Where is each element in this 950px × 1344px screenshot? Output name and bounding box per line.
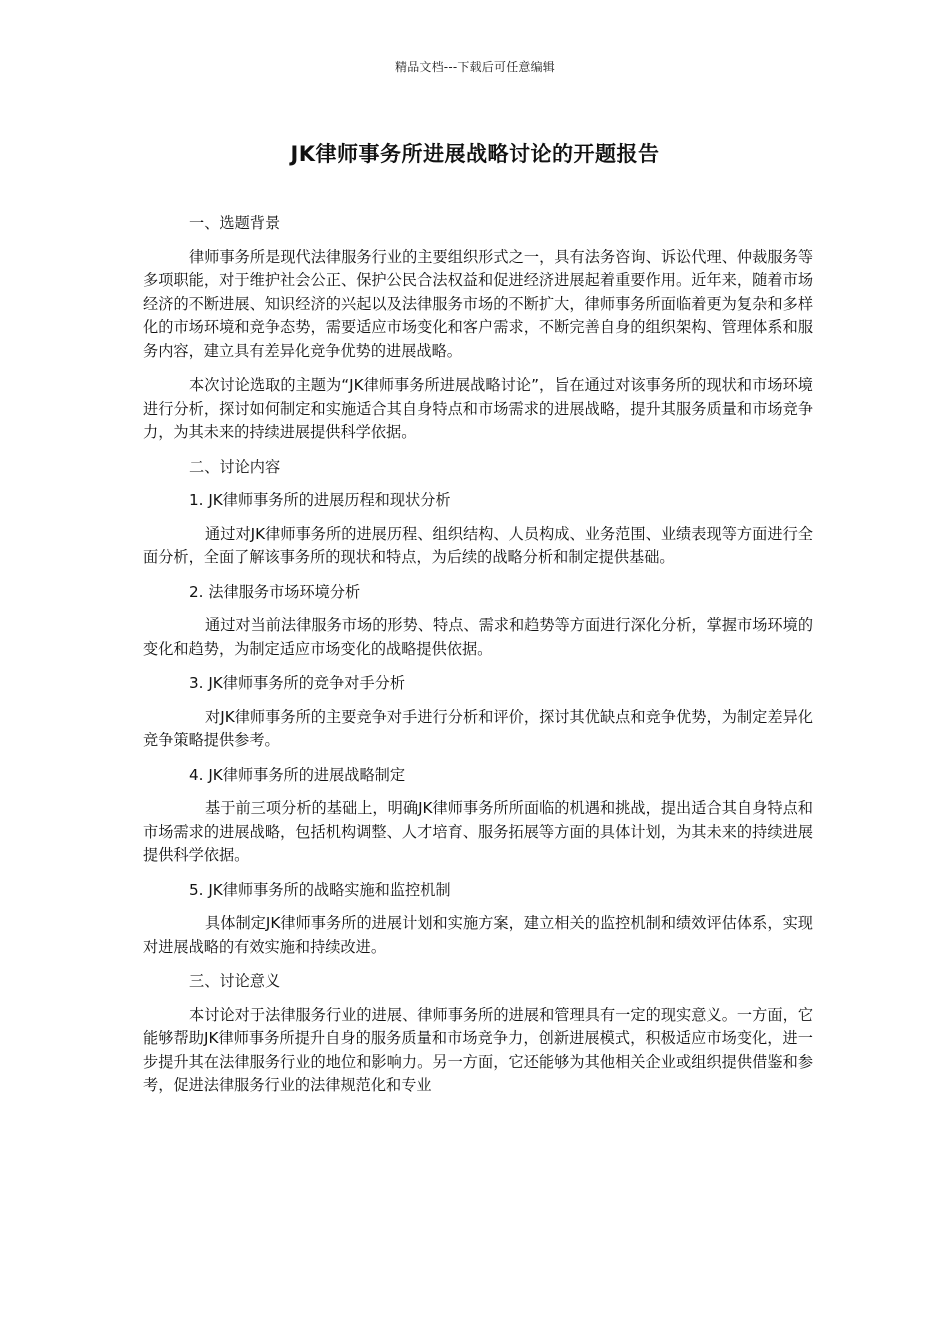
document-body bbox=[143, 212, 813, 1109]
background-paragraph-1: 律师事务所是现代法律服务行业的主要组织形式之一，具有法务咨询、诉讼代理、仲裁服务等多项职能，对于维护社会公正、保护公民合法权益和促进经济进展起着重要作用。近年来，随着市场经济的不断进展、知识经济的兴起以及法律服务市场的不断扩大，律师事务所面临着更为复杂和多样化的市场环境和竞争态势，需要适应市场变化和客户需求，不断完善自身的组织架构、管理体系和服务内容，建立具有差异化竞争优势的进展战略。 bbox=[143, 247, 813, 360]
section-heading-significance: 三、讨论意义 bbox=[189, 972, 281, 990]
item-text-5: 具体制定JK律师事务所的进展计划和实施方案，建立相关的监控机制和绩效评估体系，实现对进展战略的有效实施和持续改进。 bbox=[143, 914, 813, 956]
section-heading-content: 二、讨论内容 bbox=[189, 457, 281, 476]
item-text-4: 基于前三项分析的基础上，明确JK律师事务所所面临的机遇和挑战，提出适合其自身特点和市场需求的进展战略，包括机构调整、人才培育、服务拓展等方面的具体计划，为其未来的持续进展提供科学依据。 bbox=[143, 799, 813, 864]
significance-paragraph-1: 本讨论对于法律服务行业的进展、律师事务所的进展和管理具有一定的现实意义。一方面，它能够帮助JK律师事务所提升自身的服务质量和市场竞争力，创新进展模式，积极适应市场变化，进一步提升其在法律服务行业的地位和影响力。另一方面，它还能够为其他相关企业或组织提供借鉴和参考，促进法律服务行业的法律规范化和专业 bbox=[143, 1005, 813, 1094]
item-text-3: 对JK律师事务所的主要竞争对手进行分析和评价，探讨其优缺点和竞争优势，为制定差异化竞争策略提供参考。 bbox=[143, 707, 813, 749]
item-heading-1: 1. JK律师事务所的进展历程和现状分析 bbox=[189, 491, 451, 509]
page-header: 精品文档---下载后可任意编辑 bbox=[395, 60, 555, 74]
item-text-2: 通过对当前法律服务市场的形势、特点、需求和趋势等方面进行深化分析，掌握市场环境的变化和趋势，为制定适应市场变化的战略提供依据。 bbox=[143, 616, 813, 658]
document-title: JK律师事务所进展战略讨论的开题报告 bbox=[290, 142, 660, 166]
item-heading-4: 4. JK律师事务所的进展战略制定 bbox=[189, 765, 406, 784]
item-text-1: 通过对JK律师事务所的进展历程、组织结构、人员构成、业务范围、业绩表现等方面进行全面分析，全面了解该事务所的现状和特点，为后续的战略分析和制定提供基础。 bbox=[143, 524, 813, 566]
item-heading-3: 3. JK律师事务所的竞争对手分析 bbox=[189, 674, 406, 692]
background-paragraph-2: 本次讨论选取的主题为“JK律师事务所进展战略讨论”，旨在通过对该事务所的现状和市场环境进行分析，探讨如何制定和实施适合其自身特点和市场需求的进展战略，提升其服务质量和市场竞争力，为其未来的持续进展提供科学依据。 bbox=[143, 376, 813, 441]
item-heading-5: 5. JK律师事务所的战略实施和监控机制 bbox=[189, 880, 451, 899]
section-heading-background: 一、选题背景 bbox=[189, 214, 281, 232]
item-heading-2: 2. 法律服务市场环境分析 bbox=[189, 582, 361, 601]
